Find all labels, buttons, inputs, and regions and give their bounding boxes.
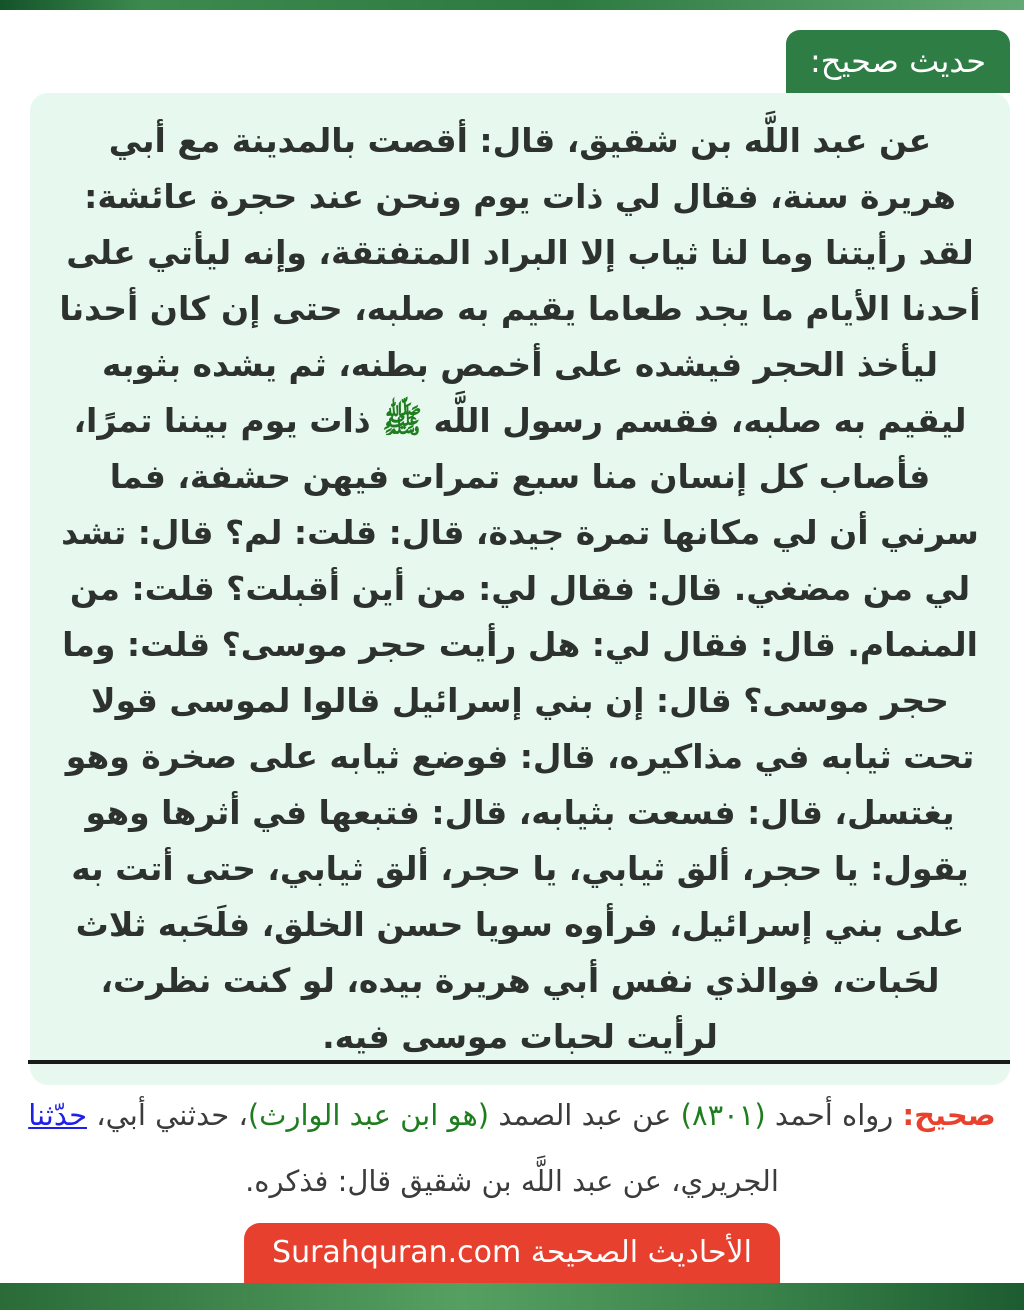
haddathana-link[interactable]: حدّثنا xyxy=(28,1098,87,1132)
grade-label: صحيح: xyxy=(902,1098,996,1132)
header-row xyxy=(786,30,1010,93)
hadith-text xyxy=(58,113,982,1065)
narrator-note: (هو ابن عبد الوارث) xyxy=(247,1098,490,1132)
hadith-grade-badge: حديث صحيح: xyxy=(786,30,1010,93)
attribution-segment-2: عن عبد الصمد xyxy=(489,1098,681,1132)
site-banner-link[interactable]: الأحاديث الصحيحة Surahquran.com xyxy=(244,1223,780,1283)
hadith-number: (٨٣٠١) xyxy=(680,1098,766,1132)
attribution-line xyxy=(0,1082,1024,1214)
hadith-text-after-saw: ذات يوم بيننا تمرًا، فأصاب كل إنسان منا سبع تمرات فيهن حشفة، فما سرني أن لي مكانها تمرة جيدة، قال: قلت: لم؟ قال: تشد لي من مضغي. قال: فقال لي: من أين أقبلت؟ قلت: من المنمام. قال: فقال لي: هل رأيت حجر موسى؟ قلت: وما حجر موسى؟ قال: إن بني إسرائيل قالوا لموسى قولا تحت ثيابه في مذاكيره، قال: فوضع ثيابه على صخرة وهو يغتسل، قال: فسعت بثيابه، قال: فتبعها في أثرها وهو يقول: يا حجر، ألق ثيابي، يا حجر، ألق ثيابي، حتى أتت به على بني إسرائيل، فرأوه سويا حسن الخلق، فلَحَبه ثلاث لحَبات، فوالذي نفس أبي هريرة بيده، لو كنت نظرت، لرأيت لحبات موسى فيه. xyxy=(61,401,979,1056)
bottom-decorative-bar xyxy=(0,1283,1024,1310)
divider-rule xyxy=(28,1060,1010,1064)
top-decorative-bar xyxy=(0,0,1024,10)
salla-allahu-alayhi-wasallam-symbol: ﷺ xyxy=(382,401,423,440)
attribution-segment-4: الجريري، عن عبد اللَّه بن شقيق قال: فذكره. xyxy=(245,1164,779,1198)
hadith-text-before-saw: عن عبد اللَّه بن شقيق، قال: أقصت بالمدينة مع أبي هريرة سنة، فقال لي ذات يوم ونحن عند حجرة عائشة: لقد رأيتنا وما لنا ثياب إلا البراد المتفتقة، وإنه ليأتي على أحدنا الأيام ما يجد طعاما يقيم به صلبه، حتى إن كان أحدنا ليأخذ الحجر فيشده على أخمص بطنه، ثم يشده بثوبه ليقيم به صلبه، فقسم رسول اللَّه xyxy=(59,121,981,440)
attribution-segment-3: ، حدثني أبي، xyxy=(87,1098,248,1132)
attribution-segment-1: رواه أحمد xyxy=(765,1098,903,1132)
hadith-text-panel xyxy=(30,93,1010,1085)
